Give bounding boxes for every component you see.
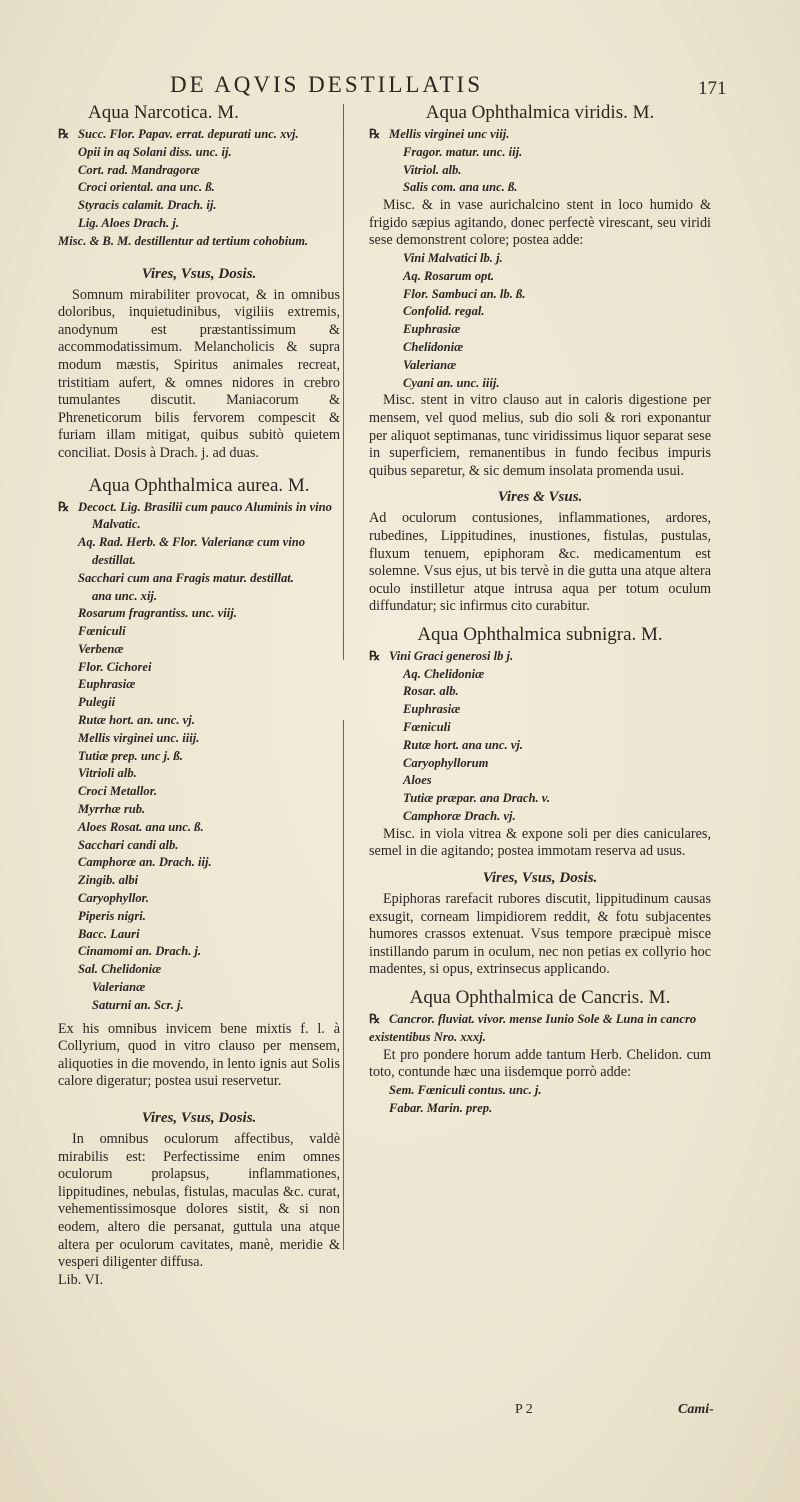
- header-title: DE AQVIS DESTILLATIS: [170, 72, 483, 97]
- recipe-line: Saturni an. Scr. j.: [92, 997, 184, 1012]
- recipe-line: Confolid. regal.: [403, 304, 485, 319]
- recipe-line: Aloes: [403, 773, 432, 788]
- recipe-viridis: [369, 126, 711, 197]
- recipe-narcotica: [58, 126, 340, 251]
- recipe-line: Sem. Fœniculi contus. unc. j.: [389, 1082, 542, 1097]
- section-title-viridis: Aqua Ophthalmica viridis. M.: [425, 102, 655, 123]
- recipe-line: Croci oriental. ana unc. ß.: [78, 180, 215, 195]
- recipe-line: Euphrasiæ: [403, 322, 461, 337]
- recipe-line: Sal. Chelidoniæ: [78, 962, 162, 977]
- recipe-line: Aq. Chelidoniæ: [403, 666, 485, 681]
- recipe-line: Euphrasiæ: [78, 677, 136, 692]
- footer-lib: Lib. VI.: [58, 1271, 104, 1288]
- recipe-line: Sacchari cum ana Fragis matur. destillat.: [78, 570, 294, 585]
- page-number: 171: [698, 78, 727, 99]
- recipe-line: Fabar. Marin. prep.: [389, 1100, 493, 1115]
- recipe-line: Flor. Sambuci an. lb. ß.: [403, 286, 526, 301]
- recipe-line: Vini Graci generosi lb j.: [389, 648, 514, 663]
- paragraph: Et pro pondere horum adde tantum Herb. Chelidon. cum toto, contunde hæc una iisdemque porrò adde:: [369, 1046, 711, 1081]
- recipe-line: Malvatic.: [92, 517, 141, 532]
- recipe-symbol-icon: ℞: [369, 127, 381, 141]
- paragraph: Somnum mirabiliter provocat, & in omnibus doloribus, inquietudinibus, vigiliis extremis, anodynum est præstantissimum & accommodatissimum. Melancholicis & supra modum mæstis, Spiritus animales recreat, tristitiam aufert, & omnes nidores in crebro tumulantes discutit. Maniacorum & Phreneticorum bilis fervorem compescit & furiam illam mitigat, quibus subitò quietem conciliat. Dosis à Drach. j. ad duas.: [58, 286, 340, 461]
- vires-heading: Vires, Vsus, Dosis.: [482, 870, 598, 887]
- recipe-line: Lig. Aloes Drach. j.: [78, 215, 179, 230]
- recipe-line: Rutæ hort. ana unc. vj.: [403, 737, 524, 752]
- recipe-cancris: [369, 1011, 711, 1047]
- recipe-line: Fœniculi: [78, 624, 126, 639]
- recipe-symbol-icon: ℞: [58, 127, 70, 141]
- section-title-aurea: Aqua Ophthalmica aurea. M.: [88, 474, 310, 496]
- column-rule: [343, 104, 344, 660]
- recipe-line: Croci Metallor.: [78, 784, 158, 799]
- recipe-symbol-icon: ℞: [369, 648, 381, 663]
- recipe-line: Styracis calamit. Drach. ij.: [78, 198, 217, 213]
- recipe-line: Sacchari candi alb.: [78, 837, 179, 852]
- column-rule: [343, 720, 344, 1250]
- recipe-line: Vini Malvatici lb. j.: [403, 250, 503, 265]
- recipe-line: Zingib. albi: [78, 873, 139, 888]
- section-title-subnigra: Aqua Ophthalmica subnigra. M.: [417, 623, 663, 645]
- recipe-line: Camphoræ Drach. vj.: [403, 809, 516, 824]
- recipe-line: Fœniculi: [403, 720, 451, 735]
- recipe-line: Verbenæ: [78, 641, 124, 656]
- recipe-line: Pulegii: [78, 695, 116, 710]
- recipe-line: Misc. & B. M. destillentur ad tertium cohobium.: [58, 233, 309, 248]
- recipe-line: Salis com. ana unc. ß.: [403, 180, 518, 195]
- recipe-line: Flor. Cichorei: [78, 659, 152, 674]
- recipe-line: Rutæ hort. an. unc. vj.: [78, 713, 195, 728]
- paragraph: Ad oculorum contusiones, inflammationes, ardores, rubedines, Lippitudines, inustiones, fistulas, pustulas, fluxum tenuem, epiphoram &c. medicamentum est solemne. Vsus ejus, ut bis tervè in die gutta una atque altera oculo instilletur atque intrusa aqua per totum oculum diffundatur; sic infirmus cito curabitur.: [369, 510, 711, 615]
- recipe-line: ana unc. xij.: [92, 588, 158, 603]
- recipe-cancris-2: [369, 1082, 711, 1118]
- recipe-line: Mellis virginei unc. iiij.: [78, 730, 200, 745]
- recipe-line: Euphrasiæ: [403, 702, 461, 717]
- recipe-line: Vitrioli alb.: [78, 766, 137, 781]
- recipe-line: Myrrhæ rub.: [78, 802, 146, 817]
- paragraph: Epiphoras rarefacit rubores discutit, lippitudinum causas exsugit, corneam limpidiorem reddit, & fotu subjacentes humores crassos extenuat. Vsus tempore præcipuè misce instillando parum in oculum, nec non petias ex collyrio hoc madentes, si opus, extrinsecus applicando.: [369, 891, 711, 978]
- paragraph: Misc. stent in vitro clauso aut in caloris digestione per mensem, vel quod melius, sub dio soli & rori exponantur per aliquot septimanas, tunc viridissimus liquor separat sese in superficiem, remanentibus in fundo fecibus impuris quibus separetur, & sic demum insolata promenda usui.: [369, 392, 711, 479]
- recipe-aurea: [58, 499, 340, 1015]
- recipe-line: Cort. rad. Mandragoræ: [78, 162, 200, 177]
- recipe-line: Cancror. fluviat. vivor. mense Iunio Sole & Luna in cancro existentibus Nro. xxxj.: [369, 1012, 697, 1044]
- paragraph: Ex his omnibus invicem bene mixtis f. l. à Collyrium, quod in vitro clauso per mensem, aliquoties in die movendo, in lento ignis aut Solis calore digeratur; postea usui reservetur.: [58, 1020, 340, 1090]
- paragraph: In omnibus oculorum affectibus, valdè mirabilis est: Perfectissime enim omnes oculorum prolapsus, inflammationes, lippitudines, nebulas, fistulas, maculas &c. curat, vehementissimosque dolores sistit, & si non eodem, altero die persanat, guttula una atque altera per oculorum cavitates, manè, meridie & vesperi diligenter diffusa.: [58, 1131, 340, 1271]
- recipe-line: Rosar. alb.: [403, 684, 459, 699]
- recipe-line: Aloes Rosat. ana unc. ß.: [78, 819, 204, 834]
- recipe-subnigra: [369, 648, 711, 826]
- recipe-line: Cinamomi an. Drach. j.: [78, 944, 202, 959]
- recipe-line: Aq. Rad. Herb. & Flor. Valerianæ cum vino: [78, 535, 306, 550]
- recipe-line: Tutiæ prep. unc j. ß.: [78, 748, 183, 763]
- recipe-line: Valerianæ: [92, 980, 146, 995]
- recipe-line: Vitriol. alb.: [403, 162, 462, 177]
- recipe-symbol-icon: ℞: [58, 499, 70, 514]
- vires-heading: Vires & Vsus.: [497, 489, 583, 506]
- recipe-line: Decoct. Lig. Brasilii cum pauco Aluminis in vino: [78, 499, 332, 514]
- recipe-line: Valerianæ: [403, 357, 457, 372]
- recipe-line: Caryophyllorum: [403, 755, 489, 770]
- recipe-line: Mellis virginei unc viij.: [389, 127, 510, 141]
- catchword: Cami-: [678, 1402, 714, 1417]
- recipe-line: Rosarum fragrantiss. unc. viij.: [78, 606, 237, 621]
- paragraph: Misc. & in vase aurichalcino stent in loco humido & frigido sæpius agitando, donec perfectè virescant, seu viridi sese demonstrent colore; postea adde:: [369, 197, 711, 249]
- recipe-line: Cyani an. unc. iiij.: [403, 375, 500, 390]
- recipe-line: Camphoræ an. Drach. iij.: [78, 855, 212, 870]
- recipe-line: Piperis nigri.: [78, 908, 146, 923]
- right-column: [369, 100, 711, 1117]
- left-column: [58, 100, 340, 1289]
- recipe-line: Fragor. matur. unc. iij.: [403, 144, 523, 159]
- section-title-narcotica: Aqua Narcotica. M.: [88, 102, 239, 123]
- paragraph: Misc. in viola vitrea & expone soli per dies caniculares, semel in die agitando; postea immotam reserva ad usus.: [369, 825, 711, 860]
- recipe-line: destillat.: [92, 552, 136, 567]
- vires-heading: Vires, Vsus, Dosis.: [141, 1110, 257, 1126]
- recipe-line: Tutiæ præpar. ana Drach. v.: [403, 791, 551, 806]
- recipe-line: Succ. Flor. Papav. errat. depurati unc. xvj.: [78, 127, 299, 141]
- signature-mark: P 2: [515, 1402, 533, 1417]
- recipe-viridis-2: [369, 250, 711, 392]
- running-header: [170, 72, 730, 102]
- section-title-cancris: Aqua Ophthalmica de Cancris. M.: [409, 987, 671, 1008]
- recipe-symbol-icon: ℞: [369, 1012, 381, 1026]
- recipe-line: Aq. Rosarum opt.: [403, 268, 494, 283]
- recipe-line: Opii in aq Solani diss. unc. ij.: [78, 144, 232, 159]
- vires-heading: Vires, Vsus, Dosis.: [141, 265, 257, 282]
- recipe-line: Bacc. Lauri: [78, 926, 140, 941]
- recipe-line: Caryophyllor.: [78, 891, 150, 906]
- recipe-line: Chelidoniæ: [403, 339, 464, 354]
